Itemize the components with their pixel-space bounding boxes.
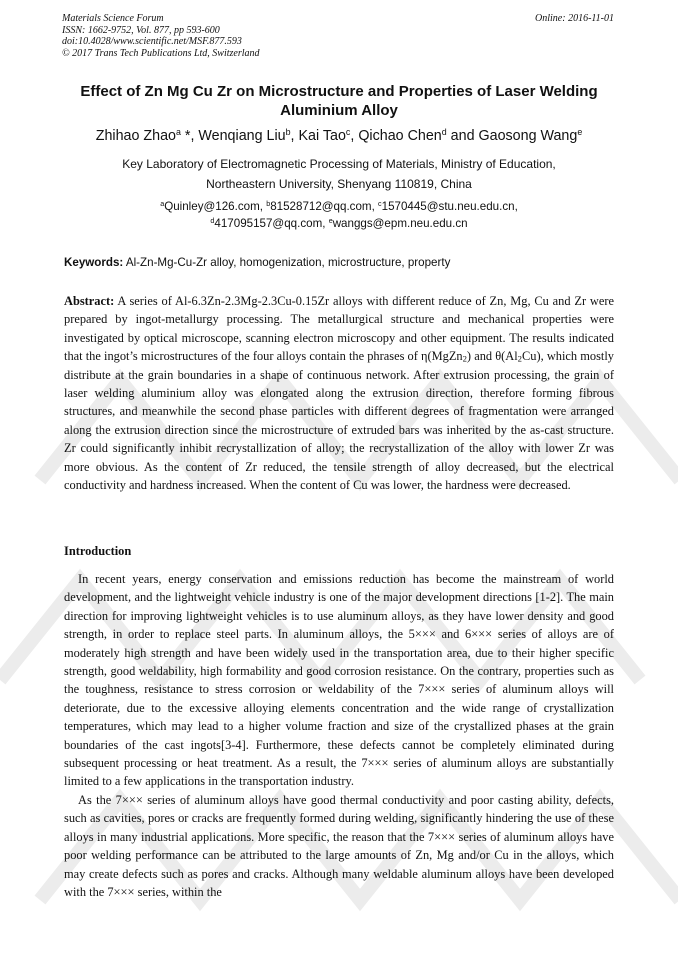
title-line-2: Aluminium Alloy <box>280 102 398 119</box>
affiliation-line-2: Northeastern University, Shenyang 110819, China <box>206 177 472 191</box>
online-date: Online: 2016-11-01 <box>535 13 614 24</box>
paper-title <box>50 82 628 120</box>
keywords-text: Al-Zn-Mg-Cu-Zr alloy, homogenization, microstructure, property <box>125 256 451 269</box>
issn-line: ISSN: 1662-9752, Vol. 877, pp 593-600 <box>62 24 220 36</box>
abstract-sub: 2 <box>517 353 522 364</box>
email-sup: a <box>160 199 165 209</box>
email-c[interactable]: 1570445@stu.neu.edu.cn, <box>381 200 518 213</box>
email-sup: d <box>210 216 215 226</box>
abstract-label: Abstract: <box>64 294 115 308</box>
journal-name: Materials Science Forum <box>62 13 164 24</box>
abstract-sub: 2 <box>462 353 467 364</box>
author-name: Qichao Chen <box>358 128 442 144</box>
abstract-text: Cu), which mostly distribute at the grain boundaries in a shape of continuous network. After extrusion processing, the grain of laser welding aluminium alloy was elongated along the extrusion direction, therefore forming fibrous structures, and meanwhile the second phase particles with different degrees of fragmentation were arranged along the extrusion direction since the microstructure of extruded bars was inherited by the as-cast structure. Zr could significantly inhibit recrystallization of alloy; the recrystallization of the alloy with lower Zr was more obvious. As the content of Zr reduced, the tensile strength of alloy decreased, but the electrical conductivity and hardness increased. When the content of Cu was lower, the hardness were decreased. <box>64 349 614 493</box>
copyright-line: © 2017 Trans Tech Publications Ltd, Switzerland <box>62 47 260 59</box>
journal-header <box>62 13 614 59</box>
email-e[interactable]: wanggs@epm.neu.edu.cn <box>332 217 468 230</box>
intro-paragraph-2: As the 7××× series of aluminum alloys have good thermal conductivity and poor casting ability, defects, such as cavities, pores or cracks are frequently formed during welding, significantly hindering the use of these alloys in many industrial applications. More specific, the reason that the 7××× series of aluminum alloys have poor welding performance can be attributed to the large amounts of Zn, Mg and/or Cu in the alloys, which may create defects such as pores and cracks. Although many weldable aluminum alloys have been developed with the 7××× series, within the <box>64 792 614 899</box>
section-heading-introduction: Introduction <box>64 544 132 558</box>
author-sup: e <box>577 127 583 138</box>
email-d[interactable]: 417095157@qq.com, <box>214 217 326 230</box>
author-sep: *, <box>180 128 199 144</box>
author-sup: c <box>345 127 351 138</box>
abstract-text: A series of Al-6.3Zn-2.3Mg-2.3Cu-0.15Zr alloys with different reduce of Zn, Mg, Cu and Zr were prepared by ingot-metallurgy processing. The metallurgical structure and mechanical properties were investigated by optical microscope, scanning electron microscopy and other equipment. The results indicated that the ingot’s microstructures of the four alloys contain the phrases of η(MgZn <box>64 294 614 364</box>
email-sup: b <box>266 199 271 209</box>
abstract <box>64 292 614 494</box>
doi-line: doi:10.4028/www.scientific.net/MSF.877.593 <box>62 36 242 47</box>
affiliation-line-1: Key Laboratory of Electromagnetic Processing of Materials, Ministry of Education, <box>122 157 556 171</box>
introduction-body <box>64 570 614 901</box>
author-name: Gaosong Wang <box>478 128 578 144</box>
author-sep: and <box>446 128 479 144</box>
affiliation <box>40 154 638 194</box>
author-list <box>30 128 648 144</box>
author-sup: d <box>441 127 447 138</box>
intro-paragraph-1: In recent years, energy conservation and emissions reduction has become the mainstream of world development, and the lightweight vehicle industry is one of the major development directions [1-2]. The main direction for improving lightweight vehicles is to use aluminum alloys, as they have lower density and good strength, in order to replace steel parts. In aluminum alloys, the 5××× and 6××× series of alloys are of moderately high strength and have been widely used in the transportation area, due to their higher specific strength, good weldability, high formability and good corrosion resistance. On the contrary, properties such as the toughness, resistance to stress corrosion or weldability of the 7××× series of aluminum alloys will deteriorate, due to the excessive alloying elements concentration and the wide range of crystallization temperatures, which may lead to a higher volume fraction and size of the crystallized phases at the grain boundaries of the cast ingots[3-4]. Furthermore, these defects cannot be completely eliminated during subsequent processing or heat treatment. As a result, the 7××× series of aluminum alloys are substantially limited to a few applications in the transportation industry. <box>64 572 614 789</box>
email-sup: c <box>378 199 382 209</box>
email-sup: e <box>328 216 333 226</box>
author-name: Wenqiang Liu <box>198 128 286 144</box>
keywords <box>64 256 614 269</box>
keywords-label: Keywords: <box>64 256 124 269</box>
abstract-text: ) and θ(Al <box>466 349 518 364</box>
email-b[interactable]: 81528712@qq.com, <box>270 200 375 213</box>
email-list <box>40 198 638 232</box>
author-sup: a <box>176 127 181 138</box>
author-sep: , <box>290 128 299 144</box>
author-sup: b <box>285 127 291 138</box>
author-sep: , <box>350 128 359 144</box>
title-line-1: Effect of Zn Mg Cu Zr on Microstructure and Properties of Laser Welding <box>80 83 598 100</box>
author-name: Kai Tao <box>298 128 346 144</box>
email-a[interactable]: Quinley@126.com, <box>164 200 263 213</box>
author-name: Zhihao Zhao <box>95 128 176 144</box>
